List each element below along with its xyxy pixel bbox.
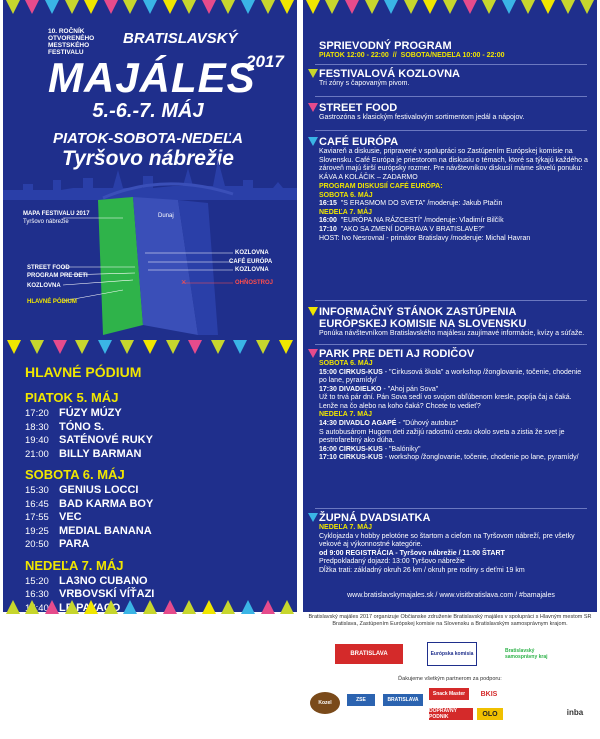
poster-left-panel (3, 0, 297, 686)
act-row (25, 484, 285, 498)
act-time: 18:30 (25, 421, 49, 433)
cafe-sat-time: 16:15 (319, 200, 337, 208)
bratislava-logo: BRATISLAVA (335, 644, 403, 664)
day-heading: SOBOTA 6. MÁJ (25, 467, 125, 482)
act-name: VIDIEK (59, 615, 96, 627)
act-name: TÓNO S. (59, 420, 105, 433)
map-label-kozlovna-left: KOZLOVNA (27, 283, 61, 289)
cafe-sunday: NEDEĽA 7. MÁJ (319, 208, 373, 216)
cafe-sun-desc-2: "AKO SA ZMENÍ DOPRAVA V BRATISLAVE?" (340, 226, 485, 234)
act-row (25, 575, 285, 589)
opening-hours (319, 52, 589, 61)
park-saturday: SOBOTA 6. MÁJ (319, 360, 373, 367)
act-time: 19:25 (25, 525, 49, 537)
act-name: HEX (59, 628, 82, 641)
partner-logo: BKIS (480, 690, 498, 698)
section-street-food (319, 102, 589, 123)
act-time: 19:40 (25, 435, 49, 446)
divider (315, 508, 587, 509)
map-label-fireworks: OHŇOSTROJ (235, 280, 274, 286)
hours-friday: PIATOK 12:00 - 22:00 (319, 52, 389, 59)
fireworks-row (25, 648, 285, 662)
map-label-kids: PROGRAM PRE DETI (27, 273, 88, 279)
ride-arrival: Predpokladaný dojazd: 13:00 Tyršovo nábrežie (319, 558, 465, 566)
partner-logo: Snack Master (429, 688, 469, 700)
main-logos (305, 640, 595, 670)
partner-logo: ZSE (347, 694, 375, 706)
partner-logo: DOPRAVNÝ PODNIK (429, 708, 473, 720)
act-row (25, 448, 285, 462)
hours-separator: // (392, 52, 397, 59)
act-row (25, 615, 285, 629)
ec-text: Ponúka návštevníkom Bratislavského majálesu zaujímavé informácie, kvízy a súťaže. (319, 330, 585, 337)
act-time: 16:30 (25, 589, 49, 600)
act-row (25, 434, 285, 448)
cafe-sat-item (319, 200, 589, 209)
park-sat-2: 17:30 DIVADIELKO (319, 385, 382, 393)
park-title: PARK PRE DETI AJ RODIČOV (319, 348, 475, 360)
park-sat-item (319, 369, 589, 386)
ride-sunday: NEDEĽA 7. MÁJ (319, 524, 373, 531)
section-cafe-europa (319, 136, 589, 243)
bunting-middle (3, 340, 297, 364)
section-bike-ride (319, 512, 589, 575)
festival-city: BRATISLAVSKÝ (123, 30, 238, 47)
fireworks-name: OHŇOSTROJ NA DUNAJI (59, 648, 192, 660)
bunting-top-right (303, 0, 597, 24)
cafe-sun-desc-1: "EURÓPA NA RÁZCESTÍ" /moderuje: Vladimír Bilčík (340, 217, 504, 225)
act-name: VRBOVSKÍ VÍŤAZI (59, 588, 155, 600)
divider (315, 300, 587, 301)
act-name: LA3NO CUBANO (59, 574, 148, 587)
city-skyline-illustration (3, 150, 297, 200)
festival-map (3, 195, 297, 340)
main-stage-title: HLAVNÉ PÓDIUM (25, 364, 142, 380)
partner-logos (305, 684, 595, 734)
act-time: 17:55 (25, 512, 49, 523)
map-label-kozlovna-2: KOZLOVNA (235, 267, 269, 273)
map-label-cafe-europa: CAFÉ EURÓPA (229, 259, 273, 265)
web-links[interactable]: www.bratislavskymajales.sk / www.visitbratislava.com / #bamajales (347, 592, 555, 599)
fireworks-time: 21:00 (25, 649, 49, 660)
festival-year: 2017 (246, 52, 284, 71)
ec-title-2: EURÓPSKEJ KOMISIE NA SLOVENSKU (319, 318, 527, 330)
street-food-text: Gastrozóna s klasickým festivalovým sortimentom jedál a nápojov. (319, 114, 525, 121)
cafe-sun-time-2: 17:10 (319, 226, 337, 234)
ride-text: Cyklojazda v hobby pelotóne so štartom a cieľom na Tyršovom nábreží, pre všetky vekové aj výkonnostné kategórie. (319, 532, 575, 549)
festival-days: PIATOK-SOBOTA-NEDEĽA (53, 130, 243, 147)
pennant-icon (308, 137, 318, 146)
cafe-program-heading: PROGRAM DISKUSIÍ CAFÉ EURÓPA: (319, 183, 443, 191)
act-time: 19:10 (25, 616, 49, 627)
organizers-text: Bratislavský majáles 2017 organizuje Občianske združenie Bratislavský majáles v spolupráci s Hlavným mestom SR Bratislava, Zastúpením Európskej komisie na Slovensku a Bratislavským samosprávnym krajom. (308, 614, 592, 627)
ride-title: ŽUPNÁ DVADSIATKA (319, 512, 431, 524)
park-sat-2-desc: - "Ahoj pán Sova" (383, 385, 439, 393)
act-name: BAD KARMA BOY (59, 497, 154, 510)
main-stage-program (25, 364, 285, 687)
park-sun-3: 17:10 CIRKUS-KUS (319, 454, 383, 462)
section-program (319, 40, 589, 61)
pennant-icon (308, 307, 318, 316)
act-row (25, 538, 285, 552)
kozlovna-title: FESTIVALOVÁ KOZLOVNA (319, 68, 460, 80)
act-time: 15:30 (25, 485, 49, 496)
partner-logo: BRATISLAVA (383, 694, 423, 706)
kozlovna-text: Tri zóny s čapovaným pivom. (319, 80, 410, 87)
poster-right-panel (303, 0, 597, 612)
act-name: FÚZY MÚZY (59, 407, 122, 419)
cafe-title: CAFÉ EURÓPA (319, 136, 399, 148)
act-name: MEDIAL BANANA (59, 524, 152, 537)
cafe-sat-desc: "S ERASMOM DO SVETA" /moderuje: Jakub Ptačin (340, 200, 503, 208)
cafe-sun-host: HOST: Ivo Nesrovnal - primátor Bratislavy /moderuje: Michal Havran (319, 234, 531, 242)
park-sat-2-text: Už to trvá pár dní. Pán Sova sedí vo svojom obľúbenom kresle, popíja čaj a čaká. Lenže na čo alebo na koho čaká? Chcete to vedieť? (319, 394, 572, 410)
park-sun-1-desc: - "Dúhový autobus" (398, 419, 459, 427)
park-sat-1: 15:00 CIRKUS-KUS (319, 368, 383, 376)
map-label-street-food: STREET FOOD (27, 265, 70, 271)
act-time: 20:40 (25, 629, 49, 641)
map-title: MAPA FESTIVALU 2017 (23, 211, 90, 217)
act-name: VEC (59, 511, 82, 523)
act-time: 15:20 (25, 575, 49, 587)
partner-logo: Kozel (310, 692, 340, 714)
act-row (25, 525, 285, 539)
map-label-main-stage: HLAVNÉ PÓDIUM (27, 299, 77, 305)
act-time: 21:00 (25, 448, 49, 460)
act-row (25, 421, 285, 435)
thanks-text: Ďakujeme všetkým partnerom za podporu: (398, 676, 502, 682)
cafe-sun-time-1: 16:00 (319, 217, 337, 225)
festival-dates: 5.-6.-7. MÁJ (92, 100, 204, 122)
day-heading: PIATOK 5. MÁJ (25, 390, 119, 405)
divider (315, 64, 587, 65)
act-row (25, 498, 285, 512)
park-sun-2: 16:00 CIRKUS-KUS (319, 445, 383, 453)
european-commission-logo: Európska komisia (427, 642, 477, 666)
section-ec-stand (319, 306, 589, 339)
act-name: PARA (59, 538, 90, 550)
park-sun-item (319, 446, 589, 455)
act-name: BILLY BARMAN (59, 447, 142, 460)
bunting-bottom (3, 590, 297, 614)
divider (315, 344, 587, 345)
act-row (25, 629, 285, 643)
svg-text:×: × (181, 277, 187, 287)
park-sun-1-text: S autobusárom Hugom deti zažijú radostnú cestu okolo sveta a zistia že svet je pestrofarebný ako dúha. (319, 428, 565, 445)
festival-edition: 10. ROČNÍK OTVORENÉHO MESTSKÉHO FESTIVALU (48, 28, 95, 56)
fireworks-description: Tradičné vyvrcholenie Bratislavského majálesu. Jedinečný ohňostroj s hudobnou kulisou odpaľovaný priamo z hladiny Dunaja. Ohňostroj bude možné sledovať z oboch brehov. (59, 662, 229, 686)
map-subtitle: Tyršovo nábrežie (23, 219, 69, 225)
ec-title-1: INFORMAČNÝ STÁNOK ZASTÚPENIA (319, 306, 517, 318)
park-sun-1: 14:30 DIVADLO AGAPÉ (319, 419, 397, 427)
section-kozlovna (319, 68, 589, 89)
cafe-saturday: SOBOTA 6. MÁJ (319, 191, 373, 199)
act-name: SATÉNOVÉ RUKY (59, 434, 153, 446)
ride-registration: od 9:00 REGISTRÁCIA - Tyršovo nábrežie / 11:00 ŠTART (319, 549, 505, 557)
bsk-logo: Bratislavský samosprávny kraj (505, 648, 548, 660)
pennant-icon (308, 349, 318, 358)
cafe-sun-item (319, 217, 589, 226)
act-name: GENIUS LOCCI (59, 484, 139, 496)
pennant-icon (308, 69, 318, 78)
act-time: 16:45 (25, 498, 49, 510)
park-sat-item (319, 386, 589, 395)
act-row (25, 511, 285, 525)
park-sun-item (319, 420, 589, 429)
map-river-label: Dunaj (158, 213, 174, 219)
hours-weekend: SOBOTA/NEDEĽA 10:00 - 22:00 (400, 52, 505, 59)
festival-place: Tyršovo nábrežie (62, 147, 234, 170)
act-name: LE PAYACO (59, 601, 121, 614)
bunting-top (3, 0, 297, 24)
partner-logo: inba (566, 707, 584, 717)
pennant-icon (308, 103, 318, 112)
act-time: 20:50 (25, 539, 49, 550)
act-row (25, 407, 285, 421)
cafe-sun-item (319, 226, 589, 235)
park-sun-3-desc: - workshop /žonglovanie, točenie, chodenie po lane, pyramídy/ (384, 454, 579, 462)
map-label-kozlovna-1: KOZLOVNA (235, 250, 269, 256)
park-sun-item (319, 454, 589, 463)
park-sun-2-desc: - "Balóniky" (384, 445, 421, 453)
cafe-text: Kaviareň a diskusie, pripravené v spolupráci so Zastúpením Európskej komisie na Slovensku. Café Európa je priestorom na diskusiu o témach, ktoré sa týkajú každého a zároveň majú širší európsky rozmer. Pre návštevníkov diskusií máme skvelú ponuku: KÁVA A KOLÁČIK – ZADARMO (319, 148, 588, 181)
street-food-title: STREET FOOD (319, 102, 398, 114)
park-sat-1-desc: - "Cirkusová škola" a workshop /žonglovanie, točenie, chodenie po lane, pyramídy/ (319, 368, 582, 385)
partner-logo: OLO (477, 708, 503, 720)
act-time: 17:20 (25, 408, 49, 419)
park-sunday: NEDEĽA 7. MÁJ (319, 411, 373, 419)
act-time: 17:40 (25, 602, 49, 614)
ride-length: Dĺžka trati: základný okruh 26 km / okruh pre rodiny s deťmi 19 km (319, 566, 525, 574)
day-heading: NEDEĽA 7. MÁJ (25, 557, 124, 573)
pennant-icon (308, 513, 318, 522)
divider (315, 130, 587, 131)
festival-name: MAJÁLES (48, 54, 256, 101)
program-title: SPRIEVODNÝ PROGRAM (319, 40, 452, 52)
section-kids-park (319, 348, 589, 463)
divider (315, 96, 587, 97)
